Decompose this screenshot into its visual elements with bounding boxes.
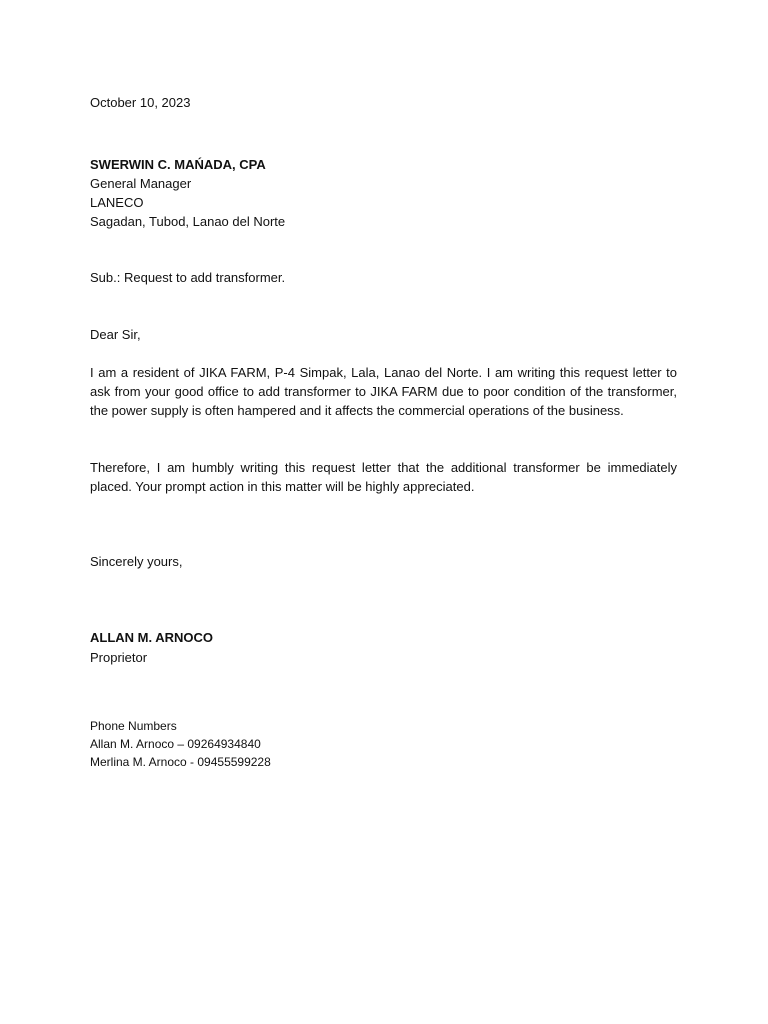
letter-subject: Sub.: Request to add transformer. <box>90 270 286 285</box>
body-paragraph-1: I am a resident of JIKA FARM, P-4 Simpak, Lala, Lanao del Norte. I am writing this request letter to ask from your good office to add transformer to JIKA FARM due to poor condition of the transformer, the power supply is often hampered and it affects the commercial operations of the business. <box>90 365 677 418</box>
body-paragraph-2: Therefore, I am humbly writing this request letter that the additional transformer be immediately placed. Your prompt action in this matter will be highly appreciated. <box>90 460 677 494</box>
letter-closing: Sincerely yours, <box>90 554 183 569</box>
recipient-address: Sagadan, Tubod, Lanao del Norte <box>90 214 286 229</box>
recipient-organization: LANECO <box>90 195 144 210</box>
letter-date: October 10, 2023 <box>90 95 191 110</box>
contact-entry-1: Allan M. Arnoco – 09264934840 <box>90 737 261 751</box>
sender-title: Proprietor <box>90 650 148 665</box>
contact-entry-2: Merlina M. Arnoco - 09455599228 <box>90 755 271 769</box>
letter-salutation: Dear Sir, <box>90 327 141 342</box>
contacts-heading: Phone Numbers <box>90 719 177 733</box>
letter-page <box>90 0 677 1024</box>
recipient-name: SWERWIN C. MAŃADA, CPA <box>90 157 266 172</box>
recipient-title: General Manager <box>90 176 192 191</box>
sender-name: ALLAN M. ARNOCO <box>90 630 214 645</box>
